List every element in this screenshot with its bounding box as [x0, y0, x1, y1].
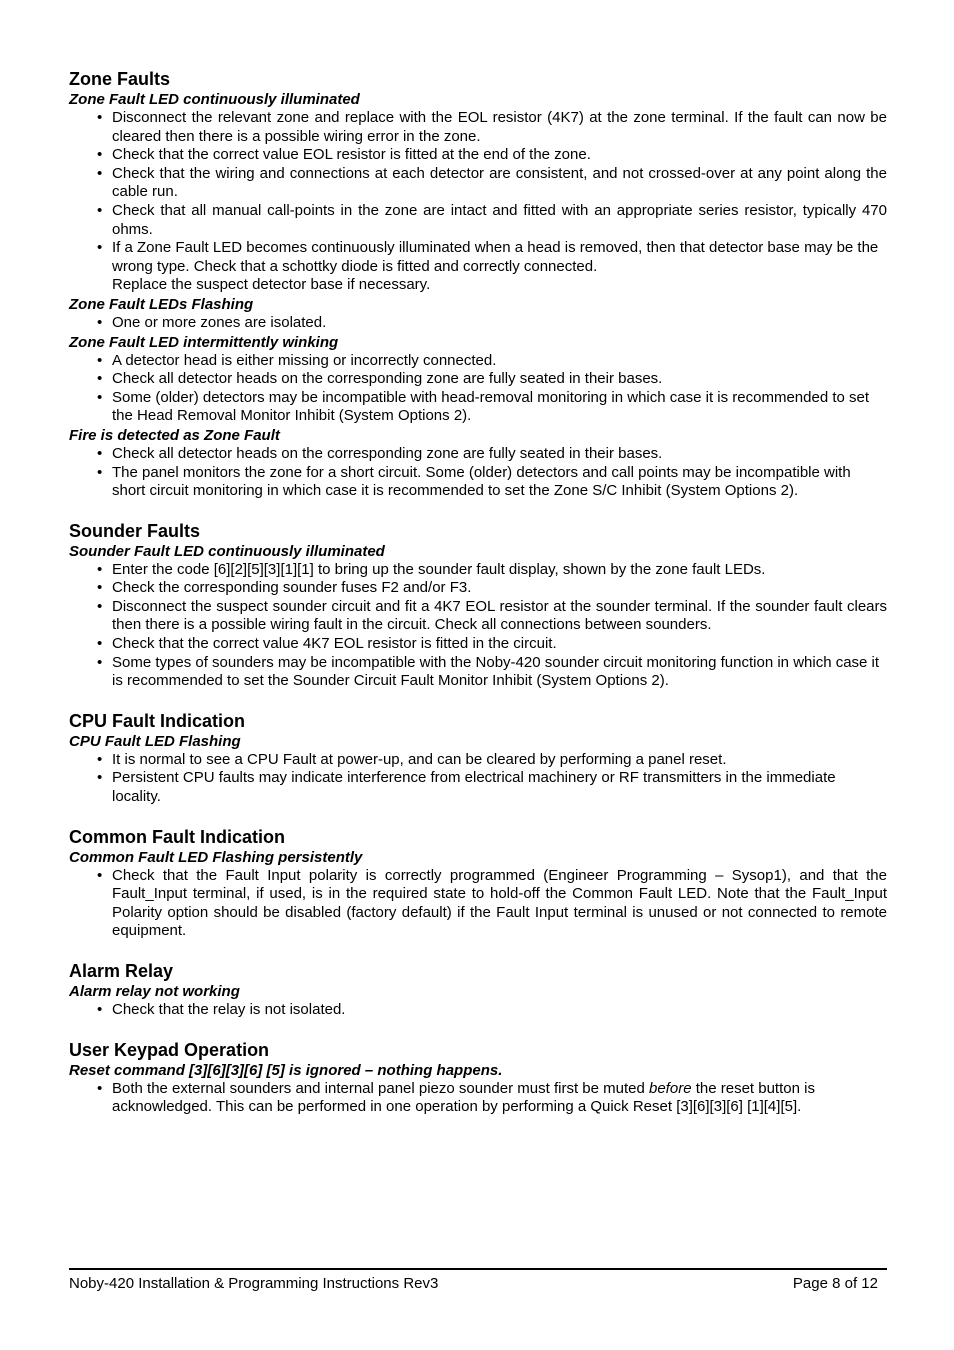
list-item: [97, 164, 887, 202]
bullet-icon: •: [97, 370, 103, 388]
bullet-list: [69, 561, 887, 691]
section-cpu-fault: [69, 710, 887, 807]
list-item: [97, 1001, 887, 1020]
bullet-list: [69, 109, 887, 295]
list-item-text: Some (older) detectors may be incompatible with head-removal monitoring in which case it is recommended to set the Head Removal Monitor Inhibit (System Options 2).: [112, 388, 870, 425]
section-heading: CPU Fault Indication: [69, 710, 246, 731]
subheading: Reset command [3][6][3][6] [5] is ignored – nothing happens.: [69, 1061, 503, 1079]
bullet-icon: •: [97, 769, 103, 787]
subheading: CPU Fault LED Flashing: [69, 732, 241, 750]
list-item: [97, 579, 887, 598]
list-item-text: Both the external sounders and internal panel piezo sounder must first be muted: [112, 1079, 649, 1097]
bullet-icon: •: [97, 444, 103, 462]
list-item-text: If a Zone Fault LED becomes continuously illuminated when a head is removed, then that detector base may be the wrong type. Check that a schottky diode is fitted and correctly connected.: [112, 239, 879, 275]
document-body: [69, 68, 887, 1136]
section-alarm-relay: [69, 960, 887, 1020]
page-footer: [69, 1268, 887, 1294]
list-item: [97, 351, 887, 371]
bullet-icon: •: [97, 597, 103, 615]
bullet-icon: •: [97, 463, 103, 481]
list-item-text: Check the corresponding sounder fuses F2 and/or F3.: [112, 579, 472, 597]
list-item: [97, 109, 887, 146]
list-item-text: Check that the Fault Input polarity is correctly programmed (Engineer Programming – Sysop1), and that the Fault_Input terminal, if used, is in the required state to hold-off the Common Fault LED. Note that the Fault_Input Polarity option should be disabled (factory default) if the Fault Input terminal is unused or not connected to remote equipment.: [112, 866, 887, 940]
bullet-icon: •: [97, 560, 103, 578]
list-item: [97, 1079, 887, 1117]
section-heading: Alarm Relay: [69, 961, 174, 981]
list-item-text: the reset button is acknowledged. This can be performed in one operation by performing a Quick Reset [3][6][3][6] [1][4][5].: [112, 1079, 815, 1116]
subheading: Sounder Fault LED continuously illuminated: [69, 542, 385, 560]
list-item-text: Disconnect the relevant zone and replace with the EOL resistor (4K7) at the zone terminal. If the fault can now be cleared then there is a possible wiring error in the zone.: [112, 109, 887, 145]
list-item-text: Check that all manual call-points in the zone are intact and fitted with an appropriate series resistor, typically 470 ohms.: [112, 201, 887, 238]
bullet-icon: •: [97, 1001, 103, 1018]
list-item: [97, 370, 887, 389]
bullet-list: [69, 445, 887, 501]
bullet-list: [69, 867, 887, 941]
list-item: [97, 201, 887, 239]
list-item-text: It is normal to see a CPU Fault at power-up, and can be cleared by performing a panel reset.: [112, 750, 727, 768]
list-item: [97, 560, 887, 580]
emphasis-text: before: [649, 1079, 692, 1097]
list-item: [97, 653, 887, 691]
list-item: [97, 597, 887, 635]
list-item-text: Check that the correct value 4K7 EOL resistor is fitted in the circuit.: [112, 635, 557, 653]
section-heading: Common Fault Indication: [69, 826, 285, 847]
list-item-text: Check all detector heads on the corresponding zone are fully seated in their bases.: [112, 444, 663, 462]
list-item: [97, 239, 887, 295]
list-item-text: A detector head is either missing or incorrectly connected.: [112, 351, 497, 369]
bullet-list: [69, 314, 887, 333]
list-item-text: Enter the code [6][2][5][3][1][1] to bring up the sounder fault display, shown by the zone fault LEDs.: [112, 560, 766, 578]
bullet-icon: •: [97, 351, 103, 369]
bullet-icon: •: [97, 146, 103, 164]
bullet-list: [69, 751, 887, 807]
list-item-text: Check that the wiring and connections at each detector are consistent, and not crossed-over at any point along the cable run.: [112, 164, 887, 201]
section-heading: Zone Faults: [69, 69, 171, 89]
bullet-icon: •: [97, 201, 103, 219]
list-item-text: Persistent CPU faults may indicate interference from electrical machinery or RF transmitters in the immediate locality.: [112, 769, 836, 806]
list-item-text: The panel monitors the zone for a short circuit. Some (older) detectors and call points may be incompatible with short circuit monitoring in which case it is recommended to set the Zone S/C Inhibit (System Options 2).: [112, 463, 851, 500]
bullet-icon: •: [97, 388, 103, 406]
list-item: [97, 769, 887, 806]
list-item: [97, 388, 887, 426]
page-number: Page 8 of 12: [792, 1275, 878, 1292]
bullet-list: [69, 1001, 887, 1020]
bullet-icon: •: [97, 653, 103, 671]
bullet-icon: •: [97, 313, 103, 331]
section-heading: Sounder Faults: [69, 520, 201, 541]
bullet-icon: •: [97, 750, 103, 768]
list-item-text: Check all detector heads on the corresponding zone are fully seated in their bases.: [112, 370, 663, 388]
list-item-text: Disconnect the suspect sounder circuit and fit a 4K7 EOL resistor at the sounder terminal. If the sounder fault clears then there is a possible wiring fault in the circuit. Check all connections between sounders.: [112, 597, 887, 634]
list-item: [97, 750, 887, 770]
list-item: [97, 444, 887, 464]
subheading: Zone Fault LED intermittently winking: [69, 333, 339, 351]
list-item: [97, 866, 887, 941]
list-item-text: Check that the relay is not isolated.: [112, 1001, 346, 1018]
bullet-icon: •: [97, 164, 103, 182]
subheading: Zone Fault LED continuously illuminated: [69, 91, 360, 108]
list-item-text: One or more zones are isolated.: [112, 313, 327, 331]
section-common-fault: [69, 826, 887, 941]
bullet-list: [69, 1080, 887, 1117]
section-sounder-faults: [69, 520, 887, 691]
list-item: [97, 146, 887, 165]
list-item-continuation: Replace the suspect detector base if necessary.: [112, 276, 431, 294]
bullet-icon: •: [97, 109, 103, 126]
bullet-icon: •: [97, 1079, 103, 1097]
section-heading: User Keypad Operation: [69, 1039, 270, 1060]
list-item: [97, 313, 887, 333]
bullet-icon: •: [97, 866, 103, 884]
bullet-icon: •: [97, 579, 103, 597]
list-item: [97, 463, 887, 501]
subheading: Zone Fault LEDs Flashing: [69, 295, 254, 313]
section-user-keypad: [69, 1039, 887, 1117]
list-item: [97, 635, 887, 654]
footer-document-title: Noby-420 Installation & Programming Instructions Rev3: [69, 1275, 439, 1292]
bullet-icon: •: [97, 635, 103, 653]
bullet-icon: •: [97, 239, 103, 257]
list-item-text: Check that the correct value EOL resistor is fitted at the end of the zone.: [112, 146, 591, 164]
list-item-text: Some types of sounders may be incompatible with the Noby-420 sounder circuit monitoring function in which case it is recommended to set the Sounder Circuit Fault Monitor Inhibit (System Options 2).: [112, 653, 880, 690]
bullet-list: [69, 352, 887, 426]
subheading: Fire is detected as Zone Fault: [69, 426, 280, 444]
subheading: Common Fault LED Flashing persistently: [69, 848, 363, 866]
subheading: Alarm relay not working: [69, 983, 240, 1000]
section-zone-faults: [69, 68, 887, 501]
